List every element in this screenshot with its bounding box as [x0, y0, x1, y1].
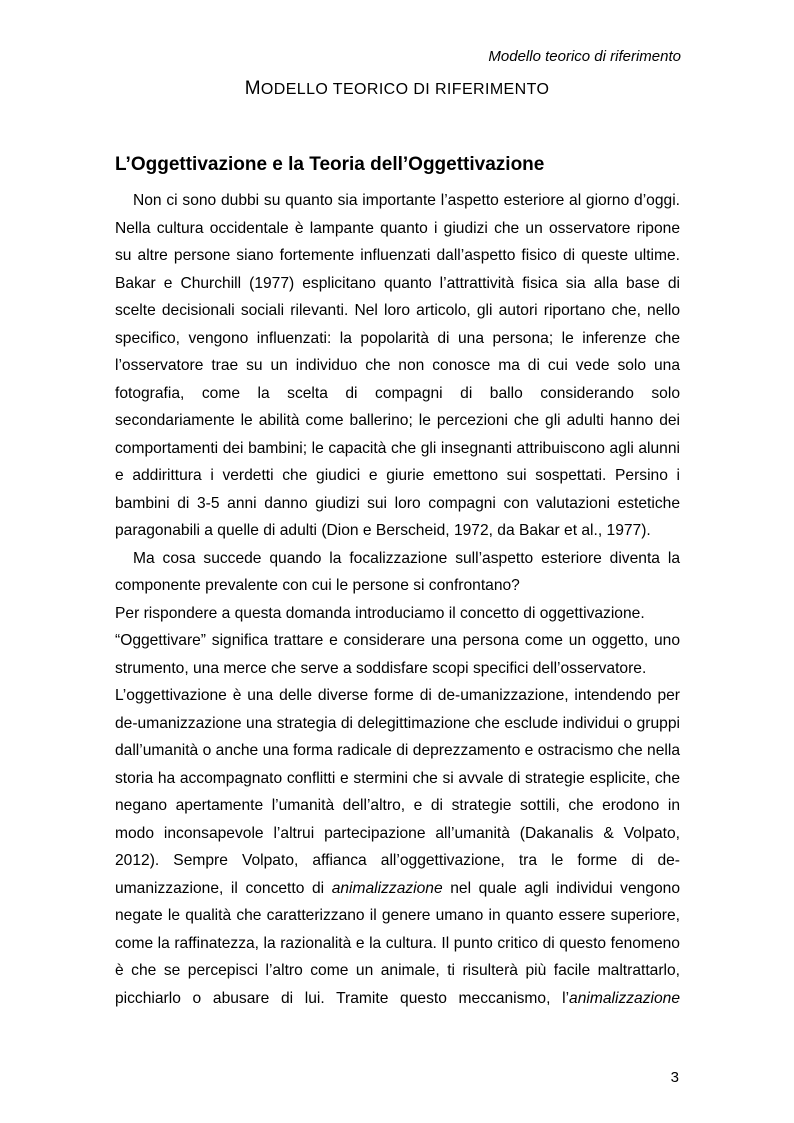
paragraph-4: “Oggettivare” significa trattare e considerare una persona come un oggetto, uno strumento, una merce che serve a soddisfare scopi specifici dell’osservatore. — [115, 632, 680, 677]
section-heading: L’Oggettivazione e la Teoria dell’Oggettivazione — [115, 154, 545, 175]
chapter-title — [0, 77, 794, 102]
paragraph-5-emphasis-1: animalizzazione — [331, 879, 443, 897]
paragraph-3: Per rispondere a questa domanda introduciamo il concetto di oggettivazione. — [115, 604, 645, 622]
paragraph-5-part-b: nel quale agli individui vengono negate le qualità che caratterizzano il genere umano in quanto essere superiore, come la raffinatezza, la razionalità e la cultura. Il punto critico di questo fenomeno è che se percepisci l’altro come un animale, ti risulterà più facile maltrattarlo, picchiarlo o abusare di lui. Tramite questo meccanismo, l’ — [115, 879, 680, 1007]
chapter-title-initial: M — [244, 78, 261, 99]
running-header: Modello teorico di riferimento — [488, 48, 681, 65]
body-text — [115, 187, 680, 1012]
paragraph-5-part-a: L’oggettivazione è una delle diverse forme di de-umanizzazione, intendendo per de-umanizzazione una strategia di delegittimazione che esclude individui o gruppi dall’umanità o anche una forma radicale di deprezzamento e ostracismo che nella storia ha accompagnato conflitti e stermini che si avvale di strategie esplicite, che negano apertamente l’umanità dell’altro, e di strategie sottili, che erodono in modo inconsapevole l’altrui partecipazione all’umanità (Dakanalis & Volpato, 2012). Sempre Volpato, affianca all’oggettivazione, tra le forme di de-umanizzazione, il concetto di — [115, 687, 680, 897]
paragraph-5 — [115, 682, 680, 1012]
chapter-title-rest: ODELLO TEORICO DI RIFERIMENTO — [260, 81, 550, 98]
page-number: 3 — [670, 1069, 679, 1086]
paragraph-1: Non ci sono dubbi su quanto sia importante l’aspetto esteriore al giorno d’oggi. Nella cultura occidentale è lampante quanto i giudizi che un osservatore ripone su altre persone siano fortemente influenzati dall’aspetto fisico di queste ultime. Bakar e Churchill (1977) esplicitano quanto l’attrattività fisica sia alla base di scelte decisionali sociali rilevanti. Nel loro articolo, gli autori riportano che, nello specifico, vengono influenzati: la popolarità di una persona; le inferenze che l’osservatore trae su un individuo che non conosce ma di cui vede solo una fotografia, come la scelta di compagni di ballo considerando solo secondariamente le abilità come ballerino; le percezioni che gli adulti hanno dei comportamenti dei bambini; le capacità che gli insegnanti attribuiscono agli alunni e addirittura i verdetti che giudici e giurie emettono sui sospettati. Persino i bambini di 3-5 anni danno giudizi sui loro compagni con valutazioni estetiche paragonabili a quelle di adulti (Dion e Berscheid, 1972, da Bakar et al., 1977). — [115, 192, 680, 539]
paragraph-2: Ma cosa succede quando la focalizzazione sull’aspetto esteriore diventa la componente prevalente con cui le persone si confrontano? — [115, 549, 680, 594]
paragraph-5-emphasis-2: animalizzazione — [569, 989, 680, 1007]
